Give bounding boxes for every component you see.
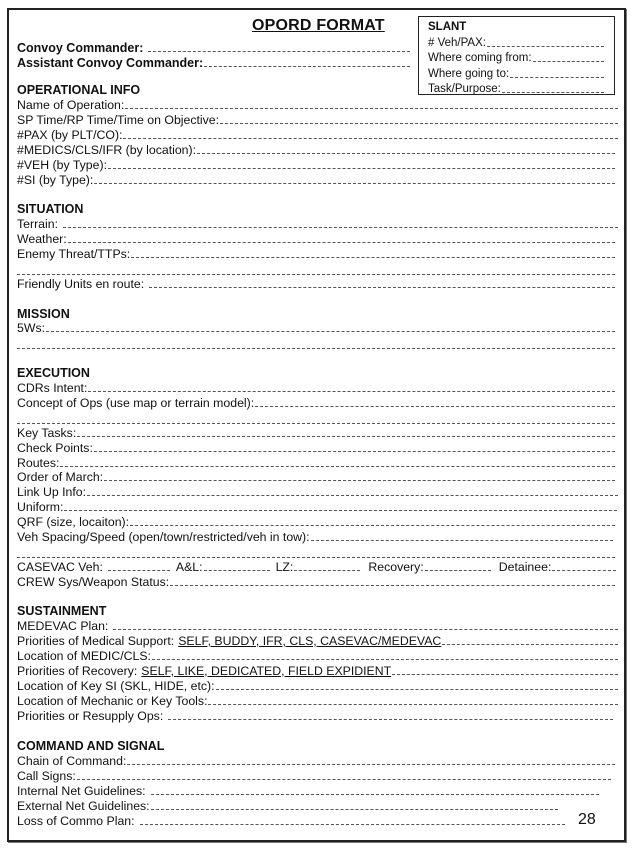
field-label: Link Up Info: <box>17 485 87 499</box>
field-cdrs-intent[interactable] <box>17 381 615 396</box>
field-weather[interactable] <box>17 232 615 247</box>
field-label: Location of MEDIC/CLS: <box>17 649 151 663</box>
field-label: Location of Key SI (SKL, HIDE, etc): <box>17 679 215 693</box>
field-medical-support[interactable] <box>17 634 618 649</box>
convoy-commander-input[interactable] <box>148 41 410 52</box>
field-check-points[interactable] <box>17 441 615 456</box>
field-label: Weather: <box>17 232 67 246</box>
field-label: Priorities of Recovery: <box>17 664 138 678</box>
field-label: Priorities or Resupply Ops: <box>17 709 164 723</box>
convoy-commander-field[interactable] <box>17 41 410 55</box>
field-label: Order of March: <box>17 470 104 484</box>
slant-label: Where going to: <box>428 67 510 80</box>
detainee-input[interactable] <box>552 560 616 571</box>
field-label: MEDEVAC Plan: <box>17 619 109 633</box>
slant-going-to-field[interactable] <box>428 67 604 83</box>
slant-label: Where coming from: <box>428 52 532 64</box>
field-label: #MEDICS/CLS/IFR (by location): <box>17 143 197 157</box>
slant-coming-from-field[interactable] <box>428 51 604 67</box>
field-call-signs[interactable] <box>17 769 611 784</box>
field-terrain[interactable] <box>17 217 618 232</box>
detainee-label: Detainee: <box>498 560 552 574</box>
slant-label: # Veh/PAX: <box>428 36 486 49</box>
recovery-label: Recovery: <box>368 560 424 574</box>
field-medevac-plan[interactable] <box>17 619 618 634</box>
casevac-veh-input[interactable] <box>108 560 170 571</box>
field-casevac-row[interactable] <box>17 560 616 575</box>
field-crew-sys[interactable] <box>17 575 615 590</box>
medical-support-value: SELF, BUDDY, IFR, CLS, CASEVAC/MEDEVAC <box>178 634 442 648</box>
field-label: Call Signs: <box>17 769 76 783</box>
field-loss-of-commo[interactable] <box>17 814 565 829</box>
field-name-of-operation[interactable] <box>17 98 618 113</box>
field-resupply-ops[interactable] <box>17 709 613 724</box>
field-label: #PAX (by PLT/CO): <box>17 128 123 142</box>
field-label: Terrain: <box>17 217 59 231</box>
field-5ws-continuation[interactable] <box>17 348 615 349</box>
field-label: Check Points: <box>17 441 93 455</box>
field-link-up-info[interactable] <box>17 485 618 500</box>
field-pax[interactable] <box>17 128 618 143</box>
section-execution: EXECUTION <box>17 366 90 380</box>
field-label: Friendly Units en route: <box>17 277 145 291</box>
field-label: Veh Spacing/Speed (open/town/restricted/veh in tow): <box>17 530 310 544</box>
section-sustainment: SUSTAINMENT <box>17 604 107 618</box>
slant-title: SLANT <box>428 21 467 33</box>
field-qrf[interactable] <box>17 515 615 530</box>
field-external-net[interactable] <box>17 799 558 814</box>
section-operational-info: OPERATIONAL INFO <box>17 83 141 97</box>
field-5ws[interactable] <box>17 321 615 336</box>
field-medics[interactable] <box>17 143 615 158</box>
field-label: CREW Sys/Weapon Status: <box>17 575 170 589</box>
field-label: External Net Guidelines: <box>17 799 150 813</box>
casevac-veh-label: CASEVAC Veh: <box>17 560 103 574</box>
field-veh-spacing-continuation[interactable] <box>17 557 615 558</box>
field-label: Location of Mechanic or Key Tools: <box>17 694 208 708</box>
field-priorities-recovery[interactable] <box>17 664 618 679</box>
field-label: Enemy Threat/TTPs: <box>17 247 131 261</box>
field-veh[interactable] <box>17 158 615 173</box>
page-title: OPORD FORMAT <box>252 17 385 34</box>
field-internal-net[interactable] <box>17 784 599 799</box>
field-label: Routes: <box>17 456 60 470</box>
al-input[interactable] <box>204 560 270 571</box>
field-location-key-si[interactable] <box>17 679 618 694</box>
field-uniform[interactable] <box>17 500 617 515</box>
section-mission: MISSION <box>17 307 70 321</box>
field-sp-rp-time[interactable] <box>17 113 618 128</box>
recovery-input[interactable] <box>425 560 491 571</box>
field-si[interactable] <box>17 173 615 188</box>
assistant-convoy-commander-input[interactable] <box>204 56 410 67</box>
field-label: Key Tasks: <box>17 426 77 440</box>
field-label: Chain of Command: <box>17 754 127 768</box>
convoy-commander-label: Convoy Commander: <box>17 41 144 55</box>
page-number: 28 <box>578 811 596 828</box>
lz-label: LZ: <box>275 560 294 574</box>
field-friendly-units[interactable] <box>17 277 615 292</box>
section-situation: SITUATION <box>17 202 84 216</box>
field-concept-of-ops-continuation[interactable] <box>17 423 615 424</box>
lz-input[interactable] <box>294 560 360 571</box>
field-chain-of-command[interactable] <box>17 754 615 769</box>
assistant-convoy-commander-field[interactable] <box>17 56 410 70</box>
field-key-tasks[interactable] <box>17 426 615 441</box>
field-label: #SI (by Type): <box>17 173 94 187</box>
field-label: QRF (size, locaiton): <box>17 515 130 529</box>
field-enemy-threat[interactable] <box>17 247 615 262</box>
al-label: A&L: <box>175 560 203 574</box>
slant-label: Task/Purpose: <box>428 83 501 95</box>
section-command-and-signal: COMMAND AND SIGNAL <box>17 739 165 753</box>
field-location-mechanic[interactable] <box>17 694 618 709</box>
field-veh-spacing-speed[interactable] <box>17 530 613 545</box>
field-label: CDRs Intent: <box>17 381 88 395</box>
field-routes[interactable] <box>17 456 615 471</box>
slant-veh-pax-field[interactable] <box>428 36 604 52</box>
field-label: Priorities of Medical Support: <box>17 634 175 648</box>
field-order-of-march[interactable] <box>17 470 615 485</box>
field-label: Internal Net Guidelines: <box>17 784 146 798</box>
field-label: Concept of Ops (use map or terrain model): <box>17 396 255 410</box>
assistant-convoy-commander-label: Assistant Convoy Commander: <box>17 56 204 70</box>
field-label: Loss of Commo Plan: <box>17 814 135 828</box>
field-label: #VEH (by Type): <box>17 158 107 172</box>
slant-task-purpose-field[interactable] <box>428 82 604 98</box>
field-label: SP Time/RP Time/Time on Objective: <box>17 113 220 127</box>
recovery-priorities-value: SELF, LIKE, DEDICATED, FIELD EXPIDIENT <box>141 664 392 678</box>
field-location-medic[interactable] <box>17 649 618 664</box>
field-label: 5Ws: <box>17 321 46 335</box>
field-concept-of-ops[interactable] <box>17 396 615 411</box>
field-label: Uniform: <box>17 500 64 514</box>
field-enemy-threat-continuation[interactable] <box>17 274 615 275</box>
slant-box <box>418 16 615 95</box>
field-label: Name of Operation: <box>17 98 125 112</box>
